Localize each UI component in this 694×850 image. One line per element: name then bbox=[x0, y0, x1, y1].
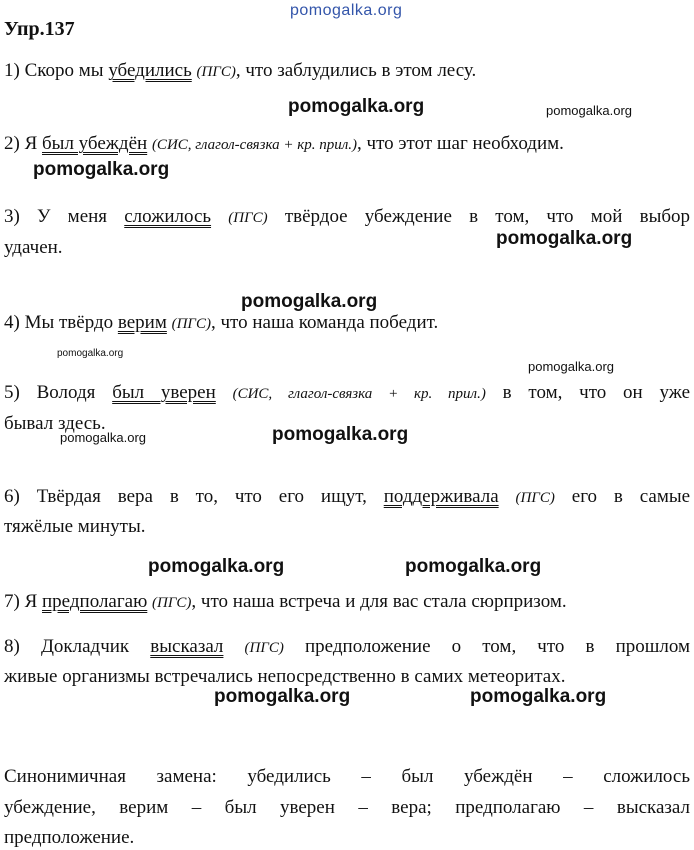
sentence-1 bbox=[4, 60, 476, 83]
sentence-5-continuation: бывал здесь. bbox=[4, 413, 106, 434]
predicate: поддерживала bbox=[383, 486, 499, 507]
watermark: pomogalka.org bbox=[528, 359, 614, 374]
sentence-number: 8) bbox=[4, 636, 20, 657]
sentence-number: 7) bbox=[4, 591, 20, 612]
sentence-number: 6) bbox=[4, 486, 20, 507]
watermark: pomogalka.org bbox=[60, 430, 146, 445]
sentence-2 bbox=[4, 133, 564, 156]
watermark: pomogalka.org bbox=[405, 556, 542, 577]
watermark: pomogalka.org bbox=[546, 103, 632, 118]
sentence-8-continuation: живые организмы встречались непосредственно в самих метеоритах. bbox=[4, 666, 566, 687]
sentence-text: Володя bbox=[36, 382, 96, 403]
watermark: pomogalka.org bbox=[241, 291, 378, 312]
summary-line-3: предположение. bbox=[4, 827, 135, 848]
exercise-title: Упр.137 bbox=[4, 18, 75, 40]
predicate-type: (ПГС) bbox=[228, 210, 268, 226]
sentence-text: Мы твёрдо bbox=[24, 312, 114, 333]
predicate: был убеждён bbox=[42, 133, 148, 154]
summary-line-2: убеждение, верим – был уверен – вера; предполагаю – высказал bbox=[4, 797, 690, 818]
predicate: верим bbox=[117, 312, 167, 333]
sentence-6-continuation: тяжёлые минуты. bbox=[4, 516, 146, 537]
predicate-type: (ПГС) bbox=[171, 316, 211, 332]
predicate-type: (СИС, глагол-связка + кр. прил.) bbox=[151, 137, 358, 153]
sentence-5 bbox=[4, 382, 690, 405]
predicate: был уверен bbox=[112, 382, 216, 403]
watermark: pomogalka.org bbox=[33, 159, 170, 180]
predicate-type: (ПГС) bbox=[152, 595, 192, 611]
watermark: pomogalka.org bbox=[57, 348, 124, 359]
summary-line-1: Синонимичная замена: убедились – был убеждён – сложилось bbox=[4, 766, 690, 787]
sentence-text: Я bbox=[24, 133, 38, 154]
predicate: предполагаю bbox=[42, 591, 148, 612]
predicate-type: (ПГС) bbox=[244, 640, 284, 656]
sentence-text: , что заблудились в этом лесу. bbox=[235, 60, 477, 81]
predicate: высказал bbox=[150, 636, 224, 657]
watermark-top: pomogalka.org bbox=[290, 2, 403, 19]
sentence-text: , что наша встреча и для вас стала сюрпризом. bbox=[191, 591, 567, 612]
sentence-number: 5) bbox=[4, 382, 20, 403]
sentence-number: 2) bbox=[4, 133, 20, 154]
sentence-4 bbox=[4, 312, 438, 335]
sentence-text: Я bbox=[24, 591, 38, 612]
predicate-type: (СИС, глагол-связка + кр. прил.) bbox=[232, 386, 486, 402]
predicate-type: (ПГС) bbox=[515, 490, 555, 506]
sentence-3 bbox=[4, 206, 690, 229]
sentence-number: 3) bbox=[4, 206, 20, 227]
watermark: pomogalka.org bbox=[470, 686, 607, 707]
watermark: pomogalka.org bbox=[214, 686, 351, 707]
sentence-text: Твёрдая вера в то, что его ищут, bbox=[36, 486, 367, 507]
sentence-text: , что наша команда победит. bbox=[210, 312, 439, 333]
sentence-text: твёрдое убеждение в том, что мой выбор bbox=[284, 206, 691, 227]
sentence-text: предположение о том, что в прошлом bbox=[305, 636, 691, 657]
sentence-number: 1) bbox=[4, 60, 20, 81]
sentence-6 bbox=[4, 486, 690, 509]
sentence-text: в том, что он уже bbox=[502, 382, 691, 403]
sentence-text: Докладчик bbox=[40, 636, 130, 657]
predicate-type: (ПГС) bbox=[196, 64, 236, 80]
sentence-8 bbox=[4, 636, 690, 659]
watermark: pomogalka.org bbox=[496, 228, 633, 249]
sentence-3-continuation: удачен. bbox=[4, 237, 63, 258]
watermark: pomogalka.org bbox=[148, 556, 285, 577]
predicate: сложилось bbox=[124, 206, 212, 227]
watermark: pomogalka.org bbox=[272, 424, 409, 445]
sentence-text: Скоро мы bbox=[24, 60, 104, 81]
sentence-number: 4) bbox=[4, 312, 20, 333]
sentence-text: его в самые bbox=[571, 486, 691, 507]
sentence-7 bbox=[4, 591, 567, 614]
predicate: убедились bbox=[108, 60, 192, 81]
sentence-text: , что этот шаг необходим. bbox=[357, 133, 564, 154]
watermark: pomogalka.org bbox=[288, 96, 425, 117]
sentence-text: У меня bbox=[37, 206, 108, 227]
